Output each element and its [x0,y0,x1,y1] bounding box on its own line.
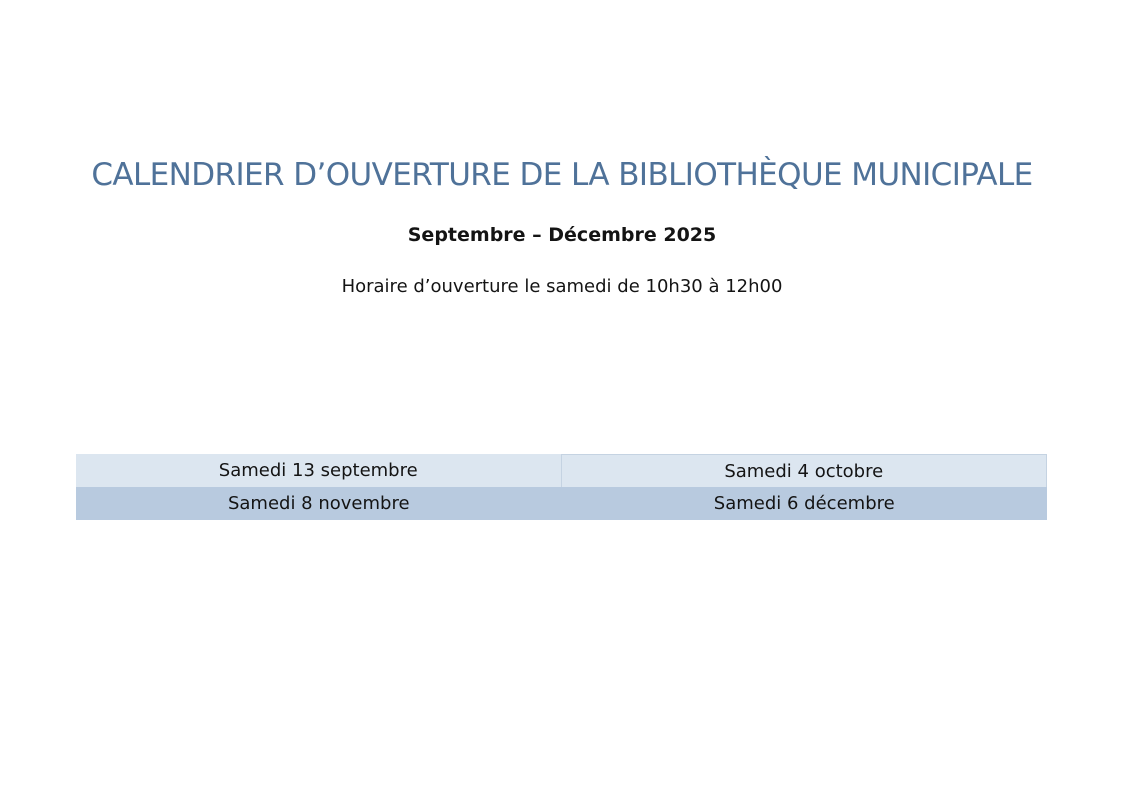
table-cell: Samedi 6 décembre [713,493,895,514]
table-row [76,454,1047,487]
table-row [76,487,1047,520]
page-title: CALENDRIER D’OUVERTURE DE LA BIBLIOTHÈQUE MUNICIPALE [91,157,1033,193]
schedule-table [76,454,1047,520]
opening-hours-text: Horaire d’ouverture le samedi de 10h30 à 12h00 [341,276,783,297]
table-cell: Samedi 13 septembre [76,454,562,487]
period-subtitle: Septembre – Décembre 2025 [407,224,717,246]
table-cell: Samedi 8 novembre [227,493,410,514]
table-cell: Samedi 4 octobre [562,454,1048,487]
